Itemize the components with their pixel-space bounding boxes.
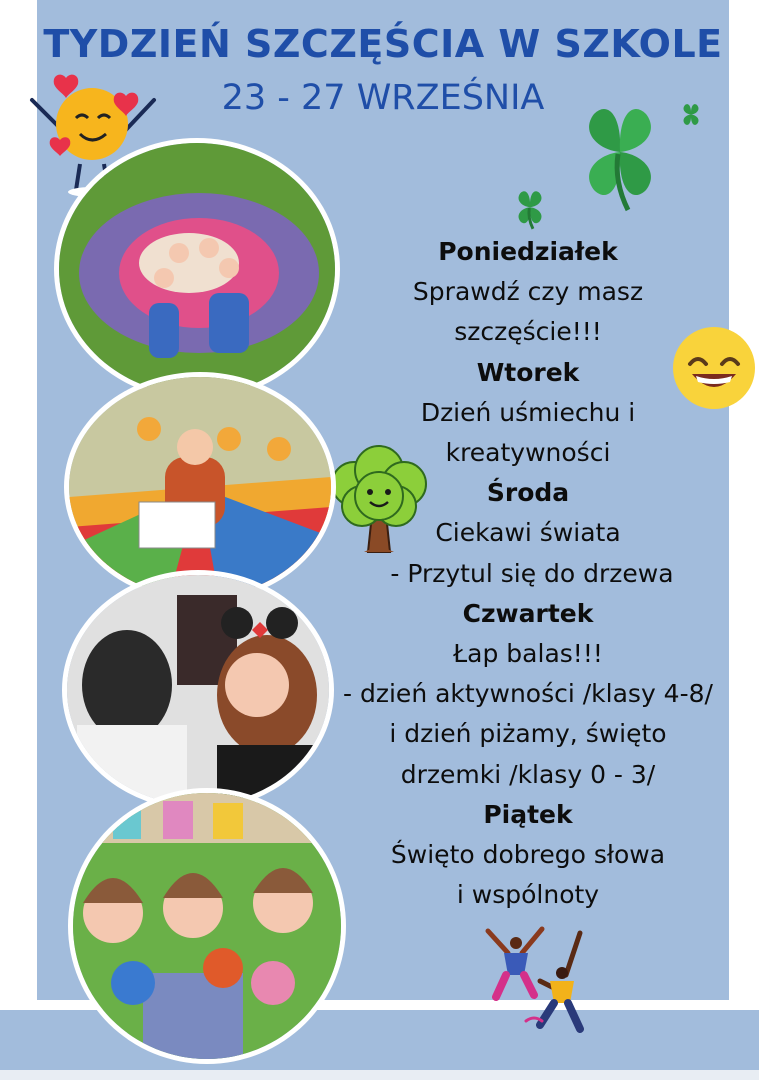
tuesday-line-2: kreatywności: [445, 438, 611, 468]
clover-icon: [558, 92, 682, 216]
day-thursday: Czwartek: [462, 598, 594, 628]
wednesday-line-1: Ciekawi świata: [435, 518, 621, 548]
photo-children-lying-on-parachute: [54, 138, 340, 400]
thursday-line-1: Łap balas!!!: [453, 639, 603, 669]
monday-line-2: szczęście!!!: [454, 317, 602, 347]
day-tuesday: Wtorek: [476, 357, 580, 387]
friday-line-2: i wspólnoty: [456, 880, 600, 910]
day-friday: Piątek: [483, 799, 573, 829]
tuesday-line-1: Dzień uśmiechu i: [420, 397, 636, 427]
jumping-people-icon: [480, 925, 598, 1040]
friday-line-1: Święto dobrego słowa: [390, 840, 666, 870]
clover-icon: [676, 100, 706, 130]
monday-line-1: Sprawdź czy masz: [412, 277, 644, 307]
thursday-line-3: i dzień piżamy, święto: [389, 719, 667, 749]
poster-dates: 23 - 27 WRZEŚNIA: [221, 78, 545, 118]
clover-icon: [507, 184, 553, 232]
photo-boy-with-sign: [64, 372, 336, 602]
day-monday: Poniedziałek: [438, 237, 618, 266]
weekly-schedule: [318, 232, 738, 915]
wednesday-line-2: - Przytul się do drzewa: [382, 558, 674, 588]
poster-title: TYDZIEŃ SZCZĘŚCIA W SZKOLE: [43, 22, 723, 66]
bottom-line: [0, 1070, 759, 1080]
thursday-line-4: drzemki /klasy 0 - 3/: [400, 759, 656, 789]
photo-girl-with-mouse-ears: [62, 570, 334, 810]
day-wednesday: Środa: [486, 478, 570, 508]
thursday-line-2: - dzień aktywności /klasy 4-8/: [343, 679, 713, 709]
photo-girls-with-painted-hands: [68, 788, 346, 1064]
